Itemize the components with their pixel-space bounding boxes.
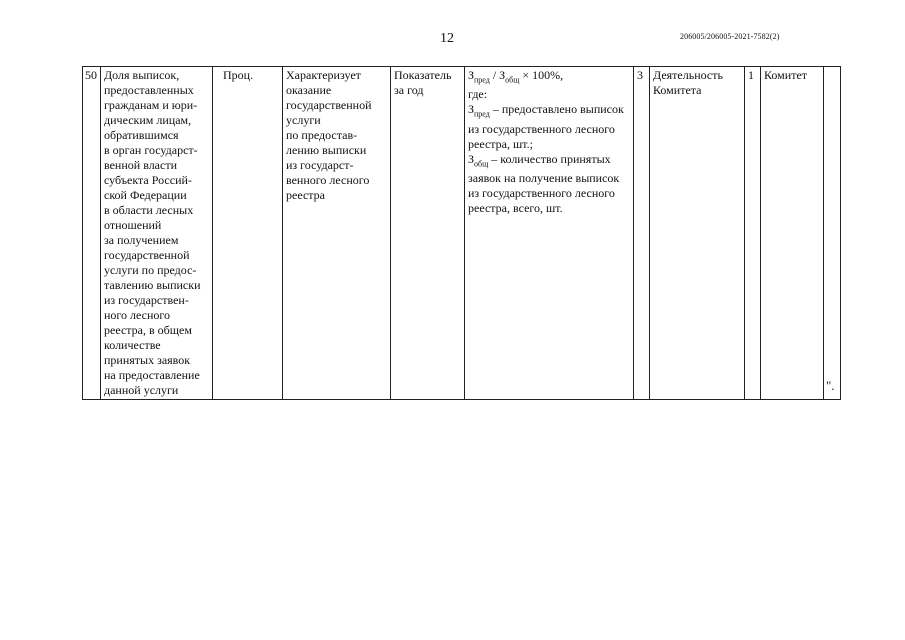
method-code-cell: 3: [634, 67, 650, 400]
formula-definition: [468, 102, 630, 121]
definition-text: из государственного лесного: [468, 186, 615, 201]
formula-operator: × 100%,: [519, 68, 564, 82]
name-line: ного лесного: [104, 308, 171, 322]
name-line: из государствен-: [104, 293, 189, 307]
period-line: Показатель: [394, 68, 452, 82]
indicator-name-cell: [101, 67, 213, 400]
period-line: за год: [394, 83, 424, 97]
name-line: предоставленных: [104, 83, 194, 97]
name-line: субъекта Россий-: [104, 173, 192, 187]
formula-operator: /: [489, 68, 500, 82]
name-line: реестра, в общем: [104, 323, 192, 337]
name-line: отношений: [104, 218, 162, 232]
name-line: за получением: [104, 233, 179, 247]
definition-text: – предоставлено выписок: [489, 102, 624, 117]
name-line: дическим лицам,: [104, 113, 192, 127]
formula-symbol: З: [468, 102, 475, 117]
description-line: из государст-: [286, 158, 354, 172]
description-line: реестра: [286, 188, 325, 202]
name-line: ской Федерации: [104, 188, 187, 202]
description-line: Характеризует: [286, 68, 361, 82]
formula-symbol: З: [468, 151, 475, 166]
formula-subscript: пред: [474, 75, 490, 85]
table-row: [83, 67, 841, 400]
description-line: услуги: [286, 113, 321, 127]
formula-line: [468, 68, 630, 87]
definition-text: – количество принятых: [488, 151, 611, 166]
document-id: 206005/206005-2021-7582(2): [680, 32, 780, 41]
definition-text: из государственного лесного: [468, 121, 615, 136]
name-line: количестве: [104, 338, 161, 352]
name-line: обратившимся: [104, 128, 179, 142]
empty-cell: [824, 67, 841, 400]
closing-quote-mark: ".: [826, 378, 835, 393]
name-line: Доля выписок,: [104, 68, 180, 82]
source-line: Деятельность: [653, 68, 723, 82]
name-line: тавлению выписки: [104, 278, 201, 292]
name-line: данной услуги: [104, 383, 179, 397]
unit-cell: Проц.: [213, 67, 283, 400]
formula-subscript: общ: [505, 75, 520, 85]
description-line: венного лесного: [286, 173, 370, 187]
source-line: Комитета: [653, 83, 702, 97]
name-line: на предоставление: [104, 368, 200, 382]
description-line: по предостав-: [286, 128, 358, 142]
responsible-cell: Комитет: [761, 67, 824, 400]
formula-symbol: З: [468, 68, 475, 82]
name-line: гражданам и юри-: [104, 98, 198, 112]
description-line: государственной: [286, 98, 372, 112]
formula-definition: [468, 152, 630, 171]
name-line: венной власти: [104, 158, 178, 172]
definition-text: реестра, всего, шт.: [468, 201, 563, 216]
formula-subscript: пред: [474, 109, 490, 119]
name-line: услуги по предос-: [104, 263, 197, 277]
name-line: принятых заявок: [104, 353, 191, 367]
row-number: 50: [83, 67, 101, 400]
description-line: лению выписки: [286, 143, 367, 157]
name-line: в орган государст-: [104, 143, 198, 157]
formula-cell: [465, 67, 634, 400]
name-line: государственной: [104, 248, 190, 262]
formula-subscript: общ: [474, 159, 489, 169]
responsible-code-cell: 1: [745, 67, 761, 400]
formula-symbol: З: [499, 68, 506, 82]
indicator-table: [82, 66, 841, 400]
source-cell: [650, 67, 745, 400]
description-line: оказание: [286, 83, 332, 97]
definition-text: реестра, шт.;: [468, 136, 533, 151]
definition-text: заявок на получение выписок: [468, 171, 620, 186]
name-line: в области лесных: [104, 203, 194, 217]
formula-where: где:: [468, 87, 488, 102]
page-number: 12: [440, 31, 454, 46]
period-cell: [391, 67, 465, 400]
description-cell: [283, 67, 391, 400]
